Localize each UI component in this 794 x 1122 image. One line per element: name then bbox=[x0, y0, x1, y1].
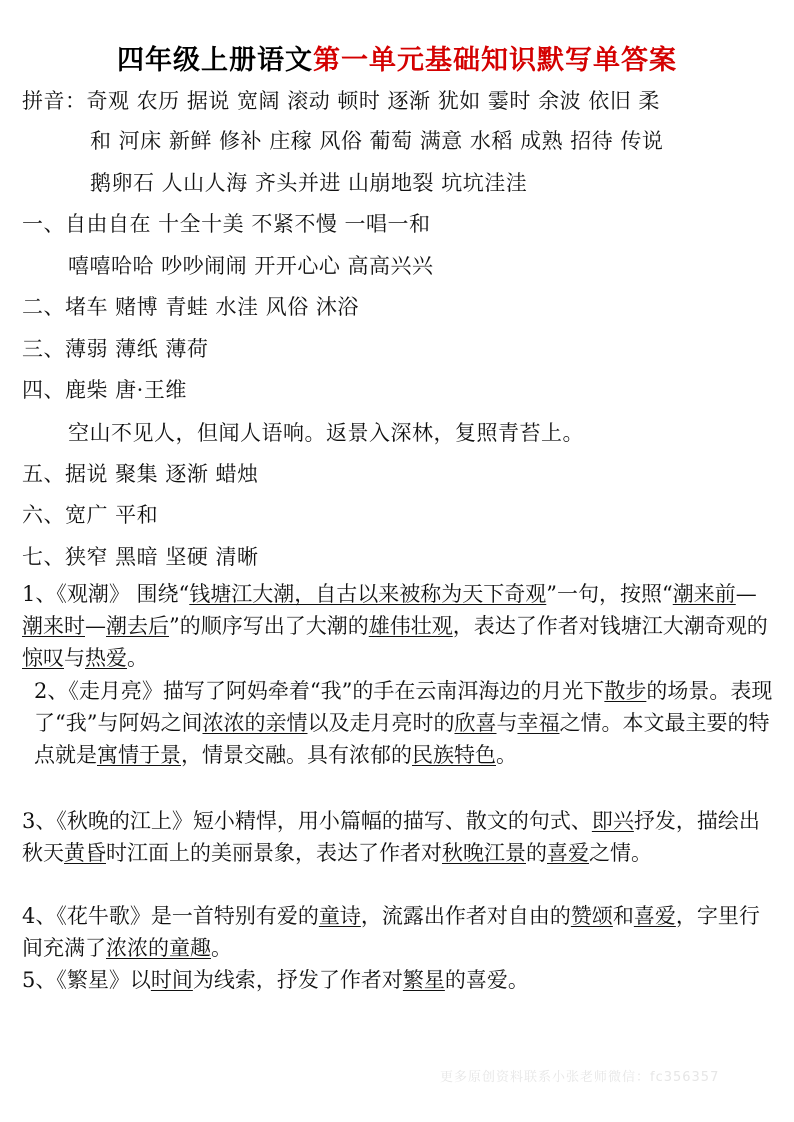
section-4-line-1: 四、鹿柴 唐·王维 bbox=[22, 378, 187, 402]
question-4 bbox=[22, 900, 774, 964]
underlined-answer: 童诗 bbox=[318, 904, 361, 928]
text-run: ，流露出作者对自由的 bbox=[360, 904, 571, 928]
section-4-poem: 空山不见人，但闻人语响。返景入深林，复照青苔上。 bbox=[68, 421, 584, 445]
question-5 bbox=[22, 964, 774, 996]
pinyin-line-2: 和 河床 新鲜 修补 庄稼 风俗 葡萄 满意 水稻 成熟 招待 传说 bbox=[90, 129, 664, 153]
question-3 bbox=[22, 805, 774, 869]
underlined-answer: 时间 bbox=[150, 968, 193, 992]
text-run: 的 bbox=[526, 841, 547, 865]
underlined-answer: 雄伟壮观 bbox=[368, 614, 453, 638]
underlined-answer: 欣喜 bbox=[454, 711, 497, 735]
text-run: ”一句，按照“ bbox=[546, 582, 673, 606]
underlined-answer: 钱塘江大潮，自古以来被称为天下奇观 bbox=[189, 582, 547, 606]
question-1 bbox=[22, 578, 774, 674]
text-run: 之情。本文最主要的特点就是 bbox=[34, 711, 770, 767]
underlined-answer: 散步 bbox=[604, 679, 647, 703]
underlined-answer: 浓浓的童趣 bbox=[106, 936, 211, 960]
underlined-answer: 寓情于景 bbox=[97, 743, 181, 767]
page-title bbox=[0, 38, 794, 77]
underlined-answer: 浓浓的亲情 bbox=[202, 711, 308, 735]
text-run: 为线索，抒发了作者对 bbox=[192, 968, 403, 992]
underlined-answer: 繁星 bbox=[402, 968, 445, 992]
pinyin-line-3: 鹅卵石 人山人海 齐头并进 山崩地裂 坑坑洼洼 bbox=[90, 171, 528, 195]
underlined-answer: 潮去后 bbox=[106, 614, 169, 638]
underlined-answer: 惊叹 bbox=[22, 646, 64, 670]
section-7: 七、狭窄 黑暗 坚硬 清晰 bbox=[22, 545, 259, 569]
underlined-answer: 喜爱 bbox=[547, 841, 589, 865]
section-5: 五、据说 聚集 逐渐 蜡烛 bbox=[22, 462, 259, 486]
text-run: 2、《走月亮》描写了阿妈牵着“我”的手在云南洱海边的月光下 bbox=[34, 679, 605, 703]
text-run: 之情。 bbox=[589, 841, 652, 865]
text-run: 与 bbox=[64, 646, 85, 670]
underlined-answer: 热爱 bbox=[85, 646, 127, 670]
title-red: 第一单元基础知识默写单答案 bbox=[313, 45, 677, 76]
text-run: ，字里行间充满了 bbox=[22, 904, 760, 960]
text-run: 。 bbox=[211, 936, 232, 960]
text-run: 1、《观潮》 围绕“ bbox=[22, 582, 190, 606]
underlined-answer: 黄昏 bbox=[64, 841, 106, 865]
text-run: ，表达了作者对钱塘江大潮奇观的 bbox=[452, 614, 768, 638]
underlined-answer: 即兴 bbox=[591, 809, 634, 833]
section-1-line-2: 嘻嘻哈哈 吵吵闹闹 开开心心 高高兴兴 bbox=[68, 254, 434, 278]
text-run: ”的顺序写出了大潮的 bbox=[169, 614, 369, 638]
text-run: 与 bbox=[496, 711, 518, 735]
underlined-answer: 幸福 bbox=[517, 711, 560, 735]
underlined-answer: 喜爱 bbox=[633, 904, 676, 928]
text-run: — bbox=[735, 582, 757, 606]
text-run: 。 bbox=[127, 646, 148, 670]
text-run: ，情景交融。具有浓郁的 bbox=[181, 743, 412, 767]
section-2: 二、堵车 赌博 青蛙 水洼 风俗 沐浴 bbox=[22, 295, 359, 319]
text-run: 3、《秋晚的江上》短小精悍，用小篇幅的描写、散文的句式、 bbox=[22, 809, 592, 833]
text-run: 抒发，描绘出秋天 bbox=[22, 809, 760, 865]
pinyin-line-1: 拼音：奇观 农历 据说 宽阔 滚动 顿时 逐渐 犹如 霎时 余波 依旧 柔 bbox=[22, 89, 660, 113]
section-1-line-1: 一、自由自在 十全十美 不紧不慢 一唱一和 bbox=[22, 212, 431, 236]
text-run: 和 bbox=[612, 904, 634, 928]
text-run: 时江面上的美丽景象，表达了作者对 bbox=[106, 841, 442, 865]
text-run: 4、《花牛歌》是一首特别有爱的 bbox=[22, 904, 319, 928]
text-run: 5、《繁星》以 bbox=[22, 968, 151, 992]
underlined-answer: 潮来前 bbox=[672, 582, 736, 606]
section-6: 六、宽广 平和 bbox=[22, 503, 159, 527]
underlined-answer: 秋晚江景 bbox=[442, 841, 526, 865]
text-run: 以及走月亮时的 bbox=[307, 711, 455, 735]
text-run: 。 bbox=[496, 743, 517, 767]
text-run: 的场景。表现了“我”与阿妈之间 bbox=[34, 679, 773, 735]
underlined-answer: 潮来时 bbox=[22, 614, 85, 638]
title-black: 四年级上册语文 bbox=[117, 45, 313, 76]
underlined-answer: 民族特色 bbox=[412, 743, 496, 767]
text-run: 的喜爱。 bbox=[444, 968, 529, 992]
text-run: — bbox=[85, 614, 106, 638]
watermark: 更多原创资料联系小张老师微信：fc356357 bbox=[440, 1070, 720, 1085]
question-2 bbox=[34, 675, 774, 771]
section-3: 三、薄弱 薄纸 薄荷 bbox=[22, 337, 209, 361]
underlined-answer: 赞颂 bbox=[570, 904, 613, 928]
